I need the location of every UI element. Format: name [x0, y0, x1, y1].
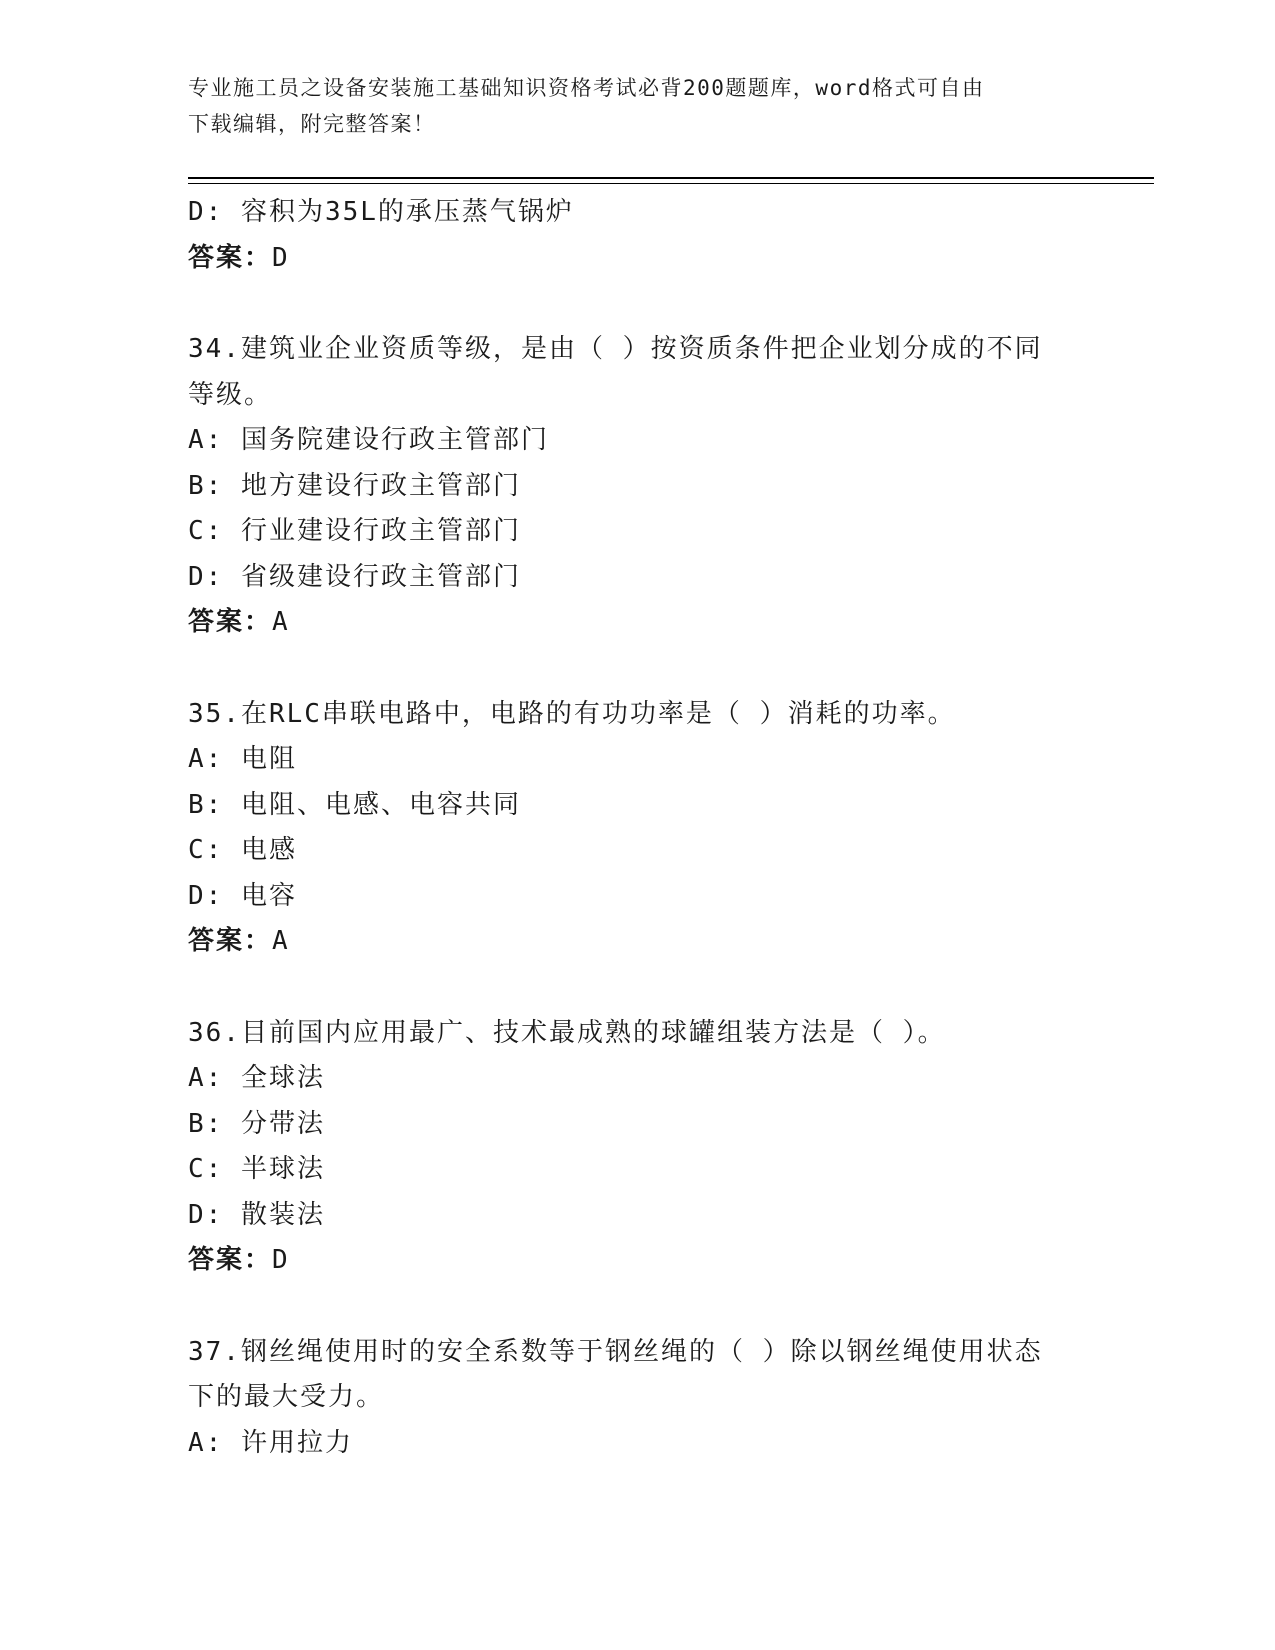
question-text-line-1: 37.钢丝绳使用时的安全系数等于钢丝绳的（ ）除以钢丝绳使用状态 — [188, 1336, 1043, 1367]
header-divider-thick — [188, 177, 1154, 179]
answer-line — [188, 1238, 1088, 1284]
question-block-35 — [188, 692, 1088, 965]
answer-line — [188, 236, 1088, 282]
option-a: A: 全球法 — [188, 1063, 325, 1093]
answer-value: D — [272, 242, 290, 273]
option-c: C: 行业建设行政主管部门 — [188, 516, 521, 546]
question-block-37 — [188, 1330, 1088, 1467]
answer-value: A — [272, 926, 290, 956]
answer-label: 答案： — [188, 242, 273, 273]
option-d: D: 容积为35L的承压蒸气锅炉 — [188, 197, 574, 227]
question-text-line-2: 等级。 — [188, 379, 273, 410]
option-a: A: 电阻 — [188, 744, 297, 774]
option-c: C: 电感 — [188, 835, 297, 865]
option-b: B: 电阻、电感、电容共同 — [188, 789, 521, 820]
option-b: B: 地方建设行政主管部门 — [188, 470, 521, 501]
question-block-34 — [188, 327, 1088, 646]
question-block-36 — [188, 1011, 1088, 1284]
question-list — [188, 190, 1088, 1466]
question-text-line-1: 34.建筑业企业资质等级，是由（ ）按资质条件把企业划分成的不同 — [188, 334, 1043, 364]
header-divider-thin — [188, 183, 1154, 184]
question-text-line-2: 下的最大受力。 — [188, 1382, 385, 1412]
answer-label: 答案： — [188, 607, 273, 637]
option-b: B: 分带法 — [188, 1108, 325, 1139]
answer-line — [188, 919, 1088, 965]
header-line-2: 下载编辑，附完整答案！ — [188, 112, 436, 136]
option-d: D: 电容 — [188, 880, 297, 911]
answer-line — [188, 600, 1088, 646]
question-text-line-1: 36.目前国内应用最广、技术最成熟的球罐组装方法是（ ）。 — [188, 1017, 946, 1048]
option-d: D: 省级建设行政主管部门 — [188, 561, 521, 592]
option-c: C: 半球法 — [188, 1154, 325, 1184]
answer-label: 答案： — [188, 926, 273, 956]
option-d: D: 散装法 — [188, 1199, 325, 1230]
question-text-line-1: 35.在RLC串联电路中，电路的有功功率是（ ）消耗的功率。 — [188, 698, 956, 729]
header-line-1: 专业施工员之设备安装施工基础知识资格考试必背200题题库，word格式可自由 — [188, 76, 985, 100]
question-block-33-partial — [188, 190, 1088, 281]
option-a: A: 国务院建设行政主管部门 — [188, 425, 549, 455]
option-a: A: 许用拉力 — [188, 1427, 353, 1458]
answer-value: A — [272, 607, 290, 637]
document-header — [188, 70, 1068, 142]
answer-label: 答案： — [188, 1245, 273, 1275]
answer-value: D — [272, 1245, 290, 1275]
